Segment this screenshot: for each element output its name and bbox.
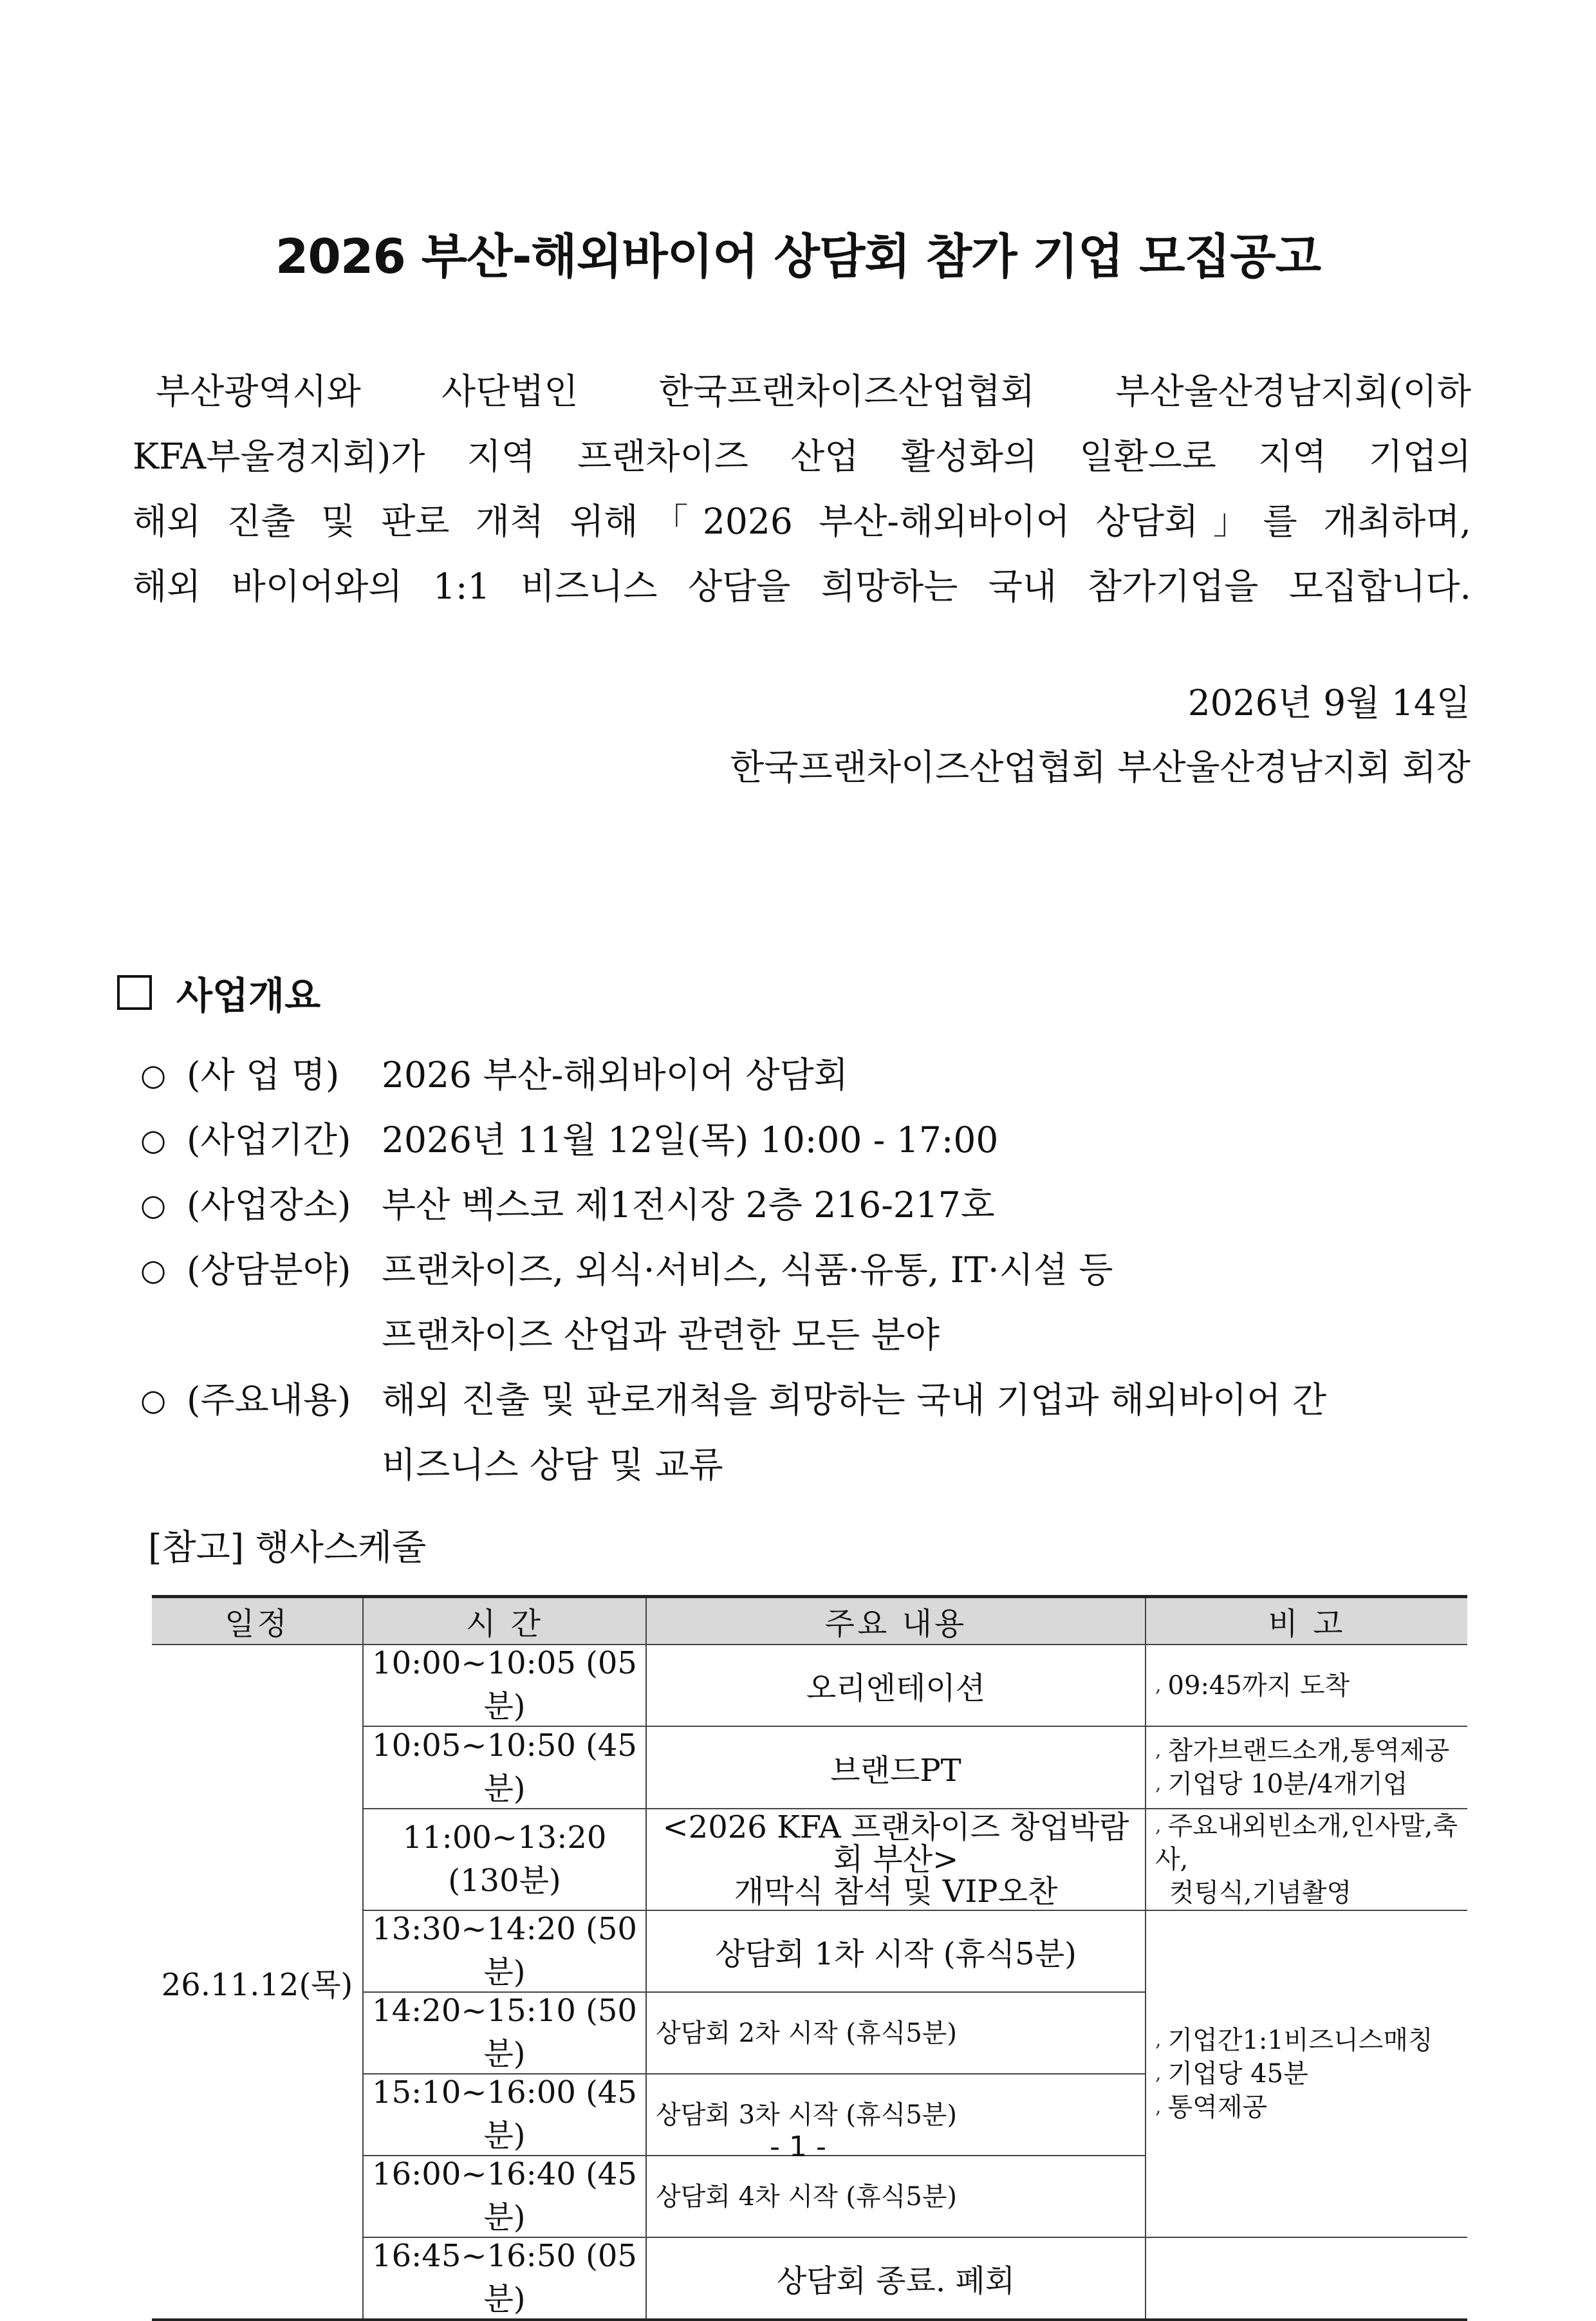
list-item-continuation: [140, 1303, 1466, 1368]
list-item: [140, 1173, 1466, 1238]
item-value: 프랜차이즈, 외식·서비스, 식품·유통, IT·시설 등: [382, 1249, 1113, 1291]
checkbox-icon: [117, 975, 152, 1010]
note-line: , 통역제공: [1155, 2091, 1463, 2124]
item-label: (사업장소): [187, 1184, 351, 1226]
item-value: 2026 부산-해외바이어 상담회: [382, 1054, 848, 1095]
notes-cell: [1146, 1910, 1467, 2237]
time-cell: 10:00~10:05 (05분): [363, 1645, 646, 1726]
list-item: [140, 1108, 1466, 1173]
circle-bullet-icon: ○: [140, 1383, 167, 1417]
intro-line: 부산광역시와 사단법인 한국프랜차이즈산업협회 부산울산경남지회(이하: [156, 371, 1471, 412]
content-line: 개막식 참석 및 VIP오찬: [734, 1874, 1058, 1910]
content-cell: 상담회 2차 시작 (휴식5분): [646, 1992, 1146, 2074]
note-line: , 참가브랜드소개,통역제공: [1155, 1734, 1463, 1767]
note-line: , 주요내외빈소개,인사말,축사,: [1155, 1809, 1463, 1876]
time-cell: 14:20~15:10 (50분): [363, 1992, 646, 2074]
item-label: (사 업 명): [187, 1054, 340, 1095]
page-title: 2026 부산-해외바이어 상담회 참가 기업 모집공고: [275, 229, 1321, 284]
table-row: [152, 1645, 1467, 1726]
announcement-date: 2026년 9월 14일: [1187, 682, 1471, 723]
column-header: 주요 내용: [646, 1597, 1146, 1645]
schedule-table: [152, 1595, 1467, 2321]
item-value: 2026년 11월 12일(목) 10:00 - 17:00: [382, 1119, 999, 1160]
list-item: [140, 1368, 1466, 1433]
overview-list: [140, 1043, 1466, 1498]
content-cell: 오리엔테이션: [646, 1645, 1146, 1726]
notes-cell: [1146, 1645, 1467, 1726]
list-item-continuation: [140, 1433, 1466, 1498]
schedule-label: [참고] 행사스케줄: [148, 1527, 427, 1568]
item-value: 해외 진출 및 판로개척을 희망하는 국내 기업과 해외바이어 간: [382, 1379, 1327, 1421]
note-line: 컷팅식,기념촬영: [1169, 1878, 1352, 1908]
list-item: [140, 1043, 1466, 1108]
circle-bullet-icon: ○: [140, 1058, 167, 1092]
note-line: , 09:45까지 도착: [1155, 1669, 1463, 1702]
item-label: (주요내용): [187, 1379, 351, 1421]
notes-cell: [1146, 1809, 1467, 1910]
notes-cell-empty: [1146, 2237, 1467, 2320]
note-line: , 기업간1:1비즈니스매칭: [1155, 2024, 1463, 2057]
column-header: 시 간: [363, 1597, 646, 1645]
time-cell: 15:10~16:00 (45분): [363, 2074, 646, 2156]
column-header: 일정: [152, 1597, 363, 1645]
content-cell: [646, 1809, 1146, 1910]
item-value-continued: 비즈니스 상담 및 교류: [382, 1444, 723, 1486]
page-number: - 1 -: [770, 2130, 826, 2163]
intro-paragraph: [133, 359, 1471, 619]
intro-line: KFA부울경지회)가 지역 프랜차이즈 산업 활성화의 일환으로 지역 기업의: [133, 436, 1471, 477]
schedule-date: 26.11.12(목): [152, 1645, 363, 2320]
content-cell: 상담회 3차 시작 (휴식5분): [646, 2074, 1146, 2156]
note-line: , 기업당 45분: [1155, 2057, 1463, 2091]
section-heading-text: 사업개요: [176, 974, 321, 1018]
content-cell: 상담회 4차 시작 (휴식5분): [646, 2156, 1146, 2237]
time-cell: 10:05~10:50 (45분): [363, 1726, 646, 1809]
time-cell: 13:30~14:20 (50분): [363, 1910, 646, 1992]
list-item: [140, 1238, 1466, 1303]
time-cell: 11:00~13:20 (130분): [363, 1809, 646, 1910]
item-label: (사업기간): [187, 1119, 351, 1160]
intro-line: 해외 진출 및 판로 개척 위해「2026 부산-해외바이어 상담회」를 개최하며,: [133, 501, 1471, 542]
item-value-continued: 프랜차이즈 산업과 관련한 모든 분야: [382, 1314, 940, 1356]
time-cell: 16:45~16:50 (05분): [363, 2237, 646, 2320]
notes-cell: [1146, 1726, 1467, 1809]
note-line: , 기업당 10분/4개기업: [1155, 1767, 1463, 1801]
section-heading: [117, 965, 320, 1020]
content-cell: 상담회 1차 시작 (휴식5분): [646, 1910, 1146, 1992]
content-cell: 브랜드PT: [646, 1726, 1146, 1809]
table-header-row: [152, 1597, 1467, 1645]
signer: 한국프랜차이즈산업협회 부산울산경남지회 회장: [730, 747, 1471, 788]
circle-bullet-icon: ○: [140, 1188, 167, 1222]
circle-bullet-icon: ○: [140, 1123, 167, 1157]
intro-line: 해외 바이어와의 1:1 비즈니스 상담을 희망하는 국내 참가기업을 모집합니다.: [133, 566, 1471, 607]
content-cell: 상담회 종료. 폐회: [646, 2237, 1146, 2320]
time-cell: 16:00~16:40 (45분): [363, 2156, 646, 2237]
item-value: 부산 벡스코 제1전시장 2층 216-217호: [382, 1184, 995, 1226]
item-label: (상담분야): [187, 1249, 351, 1291]
circle-bullet-icon: ○: [140, 1253, 167, 1287]
content-line: <2026 KFA 프랜차이즈 창업박람회 부산>: [662, 1809, 1129, 1878]
column-header: 비 고: [1146, 1597, 1467, 1645]
